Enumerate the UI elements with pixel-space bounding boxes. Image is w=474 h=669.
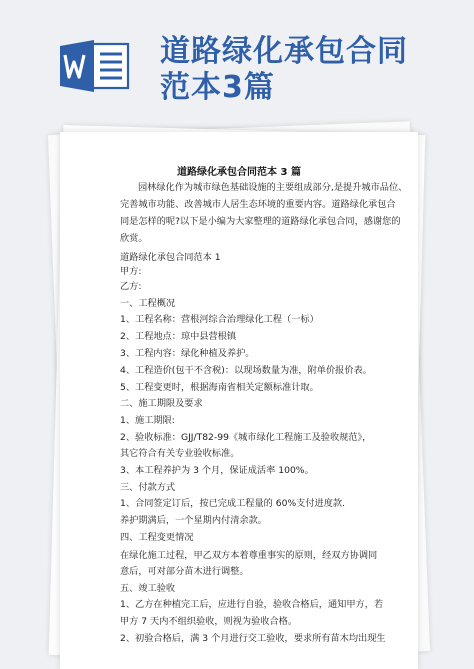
document-page [60,132,418,669]
clause-line: 在绿化施工过程，甲乙双方本着尊重事实的原则，经双方协调同 [120,550,378,561]
intro-line: 同是怎样的呢?以下是小编为大家整理的道路绿化承包合同，感谢您的 [120,216,401,227]
document-title: 道路绿化承包合同范本 3 篇 [177,167,301,178]
clause-line: 3、工程内容：绿化种植及养护。 [120,348,255,359]
page-title-line-2: 范本3篇 [160,70,275,105]
clause-line: 其它符合有关专业验收标准。 [120,448,240,459]
word-document-icon [60,40,130,92]
section-heading: 四、工程变更情况 [120,532,194,543]
party-a-label: 甲方: [120,266,142,277]
clause-line: 意后，可对部分苗木进行调整。 [120,566,249,577]
intro-line: 欣赏。 [120,233,148,244]
clause-line: 甲方 7 天内不组织验收，则视为验收合格。 [120,616,298,627]
intro-line: 完善城市功能、改善城市人居生态环境的重要内容。道路绿化承包合 [120,199,396,210]
clause-line: 2、验收标准：GJJ/T82-99《城市绿化工程施工及验收规范》， [120,432,372,443]
clause-line: 5、工程变更时，根据海南省相关定额标准计取。 [120,382,319,393]
page-title-line-1: 道路绿化承包合同 [160,34,408,69]
section-heading: 三、付款方式 [120,482,176,493]
clause-line: 养护期满后，一个星期内付清余款。 [120,515,267,526]
section-heading: 二、施工期限及要求 [120,398,203,409]
clause-line: 2、初验合格后，满 3 个月进行交工验收，要求所有苗木均出现生 [120,633,386,644]
clause-line: 1、施工期限: [120,415,175,426]
clause-line: 1、工程名称：营根河综合治理绿化工程（一标） [120,314,319,325]
clause-line: 1、乙方在种植完工后，应进行自验，验收合格后，通知甲方，若 [120,599,384,610]
clause-line: 2、工程地点：琼中县营根镇 [120,331,237,342]
header [0,0,474,110]
clause-line: 3、本工程养护为 3 个月，保证成活率 100%。 [120,465,314,476]
clause-line: 4、工程造价(包干不含税)：以现场数量为准，附单价报价表。 [120,365,372,376]
section-heading: 道路绿化承包合同范本 1 [120,252,221,263]
party-b-label: 乙方: [120,281,142,292]
section-heading: 五、竣工验收 [120,583,176,594]
intro-line: 园林绿化作为城市绿色基础设施的主要组成部分,是提升城市品位、 [138,182,408,193]
clause-line: 1、合同签定订后，按已完成工程量的 60%支付进度款. [120,498,346,509]
section-heading: 一、工程概况 [120,298,176,309]
